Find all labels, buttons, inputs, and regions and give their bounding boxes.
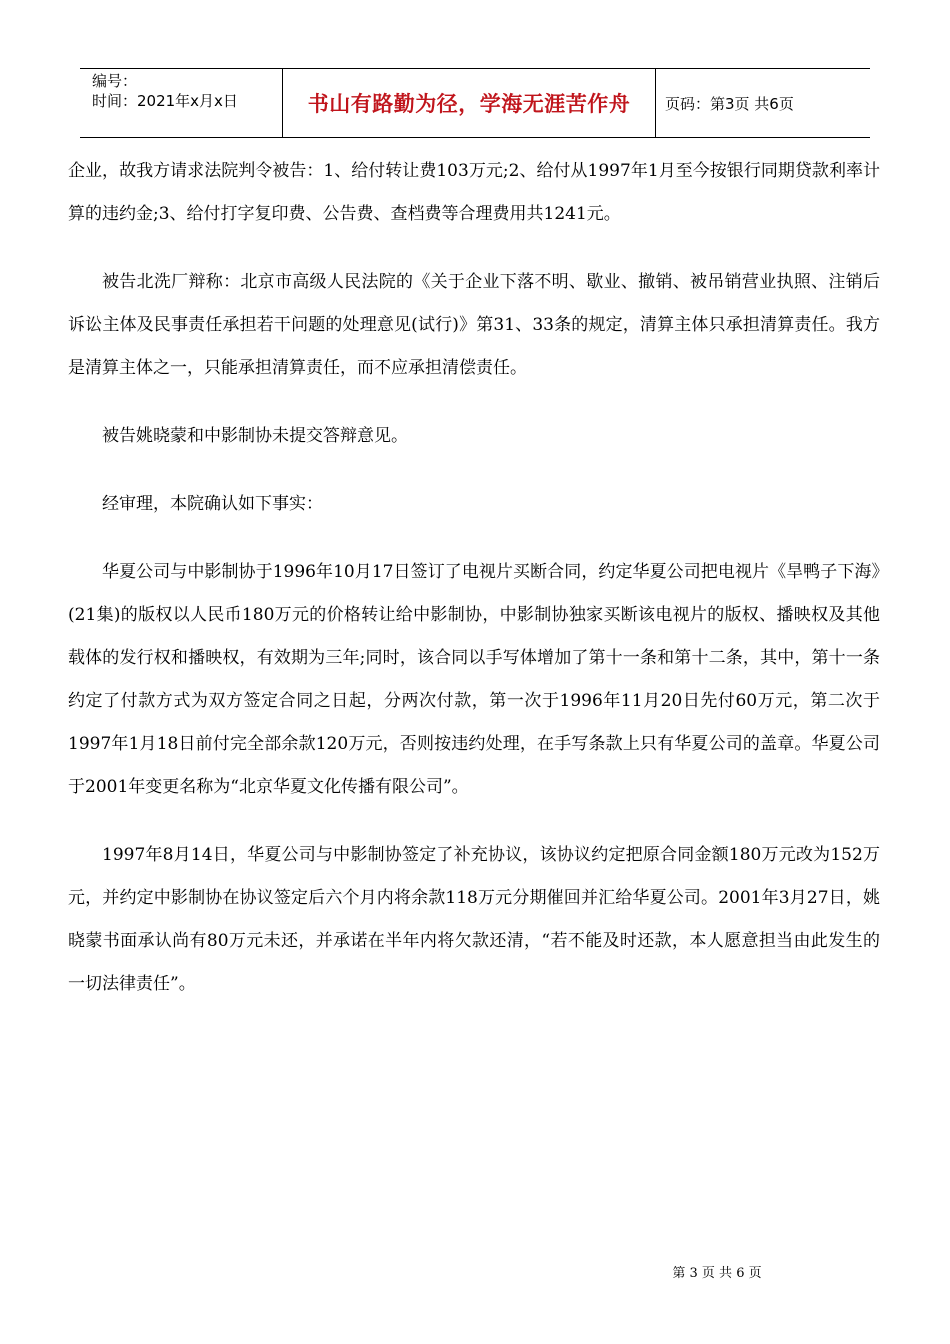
header-meta-cell xyxy=(80,69,283,137)
paragraph-findings-intro: 经审理，本院确认如下事实： xyxy=(102,494,323,514)
header-time-label: 时间：2021年x月x日 xyxy=(92,92,238,110)
page-footer xyxy=(0,1262,950,1281)
document-header xyxy=(80,68,870,138)
header-page-info: 页码：第3页 共6页 xyxy=(665,94,794,113)
paragraph-contract: 华夏公司与中影制协于1996年10月17日签订了电视片买断合同，约定华夏公司把电视片《旱鸭子下海》(21集)的版权以人民币180万元的价格转让给中影制协，中影制协独家买断该电视片的版权、播映权及其他载体的发行权和播映权，有效期为三年;同时，该合同以手写体增加了第十一条和第十二条，其中，第十一条约定了付款方式为双方签定合同之日起，分两次付款，第一次于1996年11月20日先付60万元，第二次于1997年1月18日前付完全部余款120万元，否则按违约处理，在手写条款上只有华夏公司的盖章。华夏公司于2001年变更名称为“北京华夏文化传播有限公司”。 xyxy=(68,562,880,797)
paragraph-no-defense: 被告姚晓蒙和中影制协未提交答辩意见。 xyxy=(102,426,408,446)
paragraph-defense-beixi: 被告北洗厂辩称：北京市高级人民法院的《关于企业下落不明、歇业、撤销、被吊销营业执照、注销后诉讼主体及民事责任承担若干问题的处理意见(试行)》第31、33条的规定，清算主体只承担清算责任。我方是清算主体之一，只能承担清算责任，而不应承担清偿责任。 xyxy=(68,272,880,378)
paragraph-claims: 企业，故我方请求法院判令被告：1、给付转让费103万元;2、给付从1997年1月至今按银行同期贷款利率计算的违约金;3、给付打字复印费、公告费、查档费等合理费用共1241元。 xyxy=(68,161,880,224)
header-motto-cell xyxy=(283,69,656,137)
document-body xyxy=(68,150,880,1006)
header-motto: 书山有路勤为径，学海无涯苦作舟 xyxy=(307,92,631,116)
paragraph-supplement: 1997年8月14日，华夏公司与中影制协签定了补充协议，该协议约定把原合同金额180万元改为152万元，并约定中影制协在协议签定后六个月内将余款118万元分期催回并汇给华夏公司。2001年3月27日，姚晓蒙书面承认尚有80万元未还，并承诺在半年内将欠款还清，“若不能及时还款，本人愿意担当由此发生的一切法律责任”。 xyxy=(68,845,880,994)
header-number-label: 编号： xyxy=(92,72,138,90)
footer-page-number: 第 3 页 共 6 页 xyxy=(672,1266,762,1281)
